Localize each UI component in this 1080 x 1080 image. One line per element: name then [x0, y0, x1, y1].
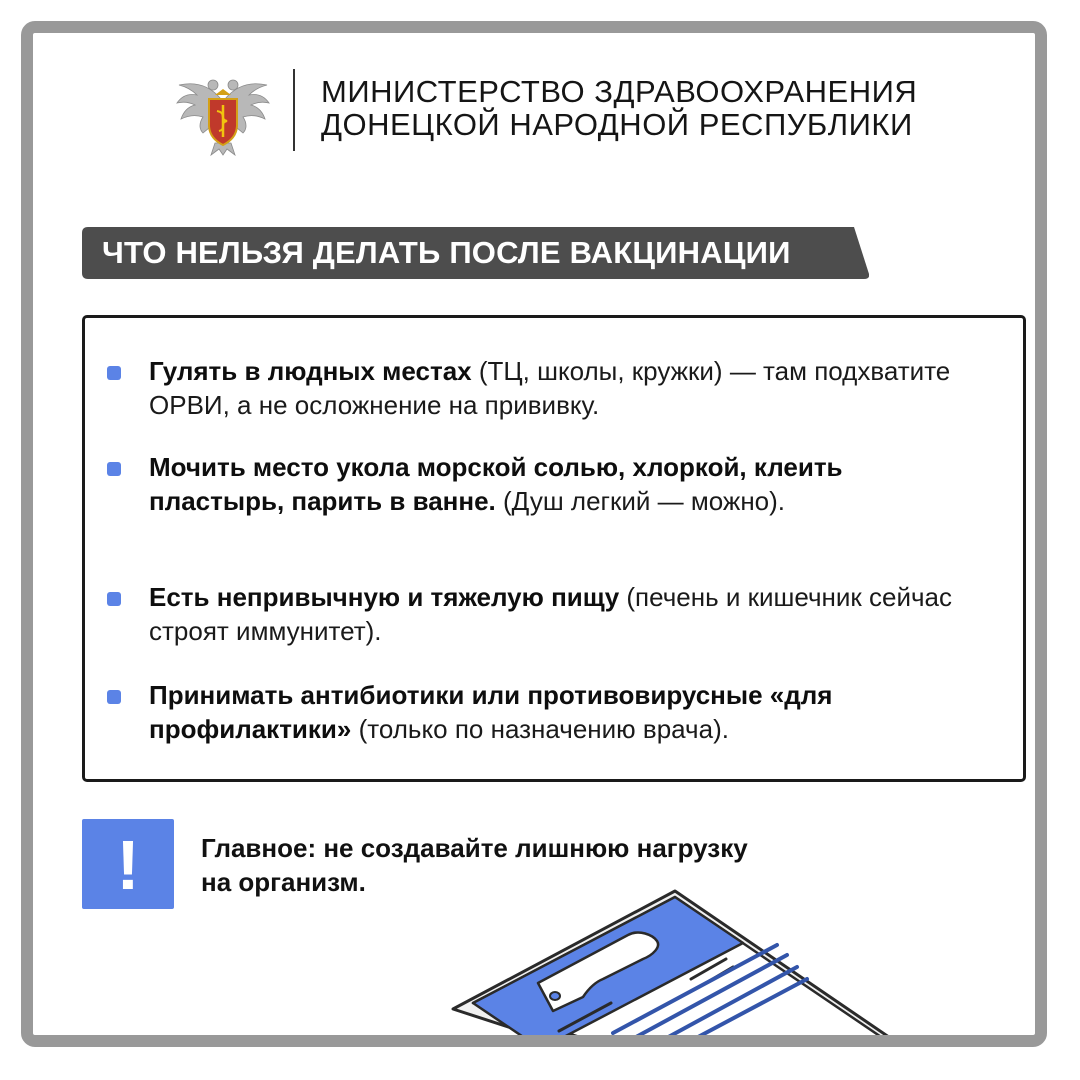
- list-item-text: (только по назначению врача).: [351, 714, 729, 744]
- ministry-name: [321, 75, 917, 141]
- list-item-text: (ТЦ, школы, кружки) — там подхватите ОРВИ, а не осложнение на прививку.: [149, 356, 951, 420]
- list-item-text: (Душ легкий — можно).: [495, 486, 786, 516]
- list-item: [149, 678, 979, 746]
- list-item-text: (печень и кишечник сейчас строят иммунитет).: [149, 582, 952, 646]
- header-divider: [293, 69, 295, 151]
- clipboard-illustration: [443, 883, 963, 1047]
- ministry-name-line-2: ДОНЕЦКОЙ НАРОДНОЙ РЕСПУБЛИКИ: [321, 107, 913, 142]
- list-item-bold: Гулять в людных местах: [149, 356, 472, 386]
- bullet-icon: [107, 592, 121, 606]
- bullet-icon: [107, 366, 121, 380]
- list-item: [149, 580, 979, 648]
- bullet-icon: [107, 462, 121, 476]
- poster-frame: [21, 21, 1047, 1047]
- list-item: [149, 450, 979, 518]
- list-item-bold: Есть непривычную и тяжелую пищу: [149, 582, 620, 612]
- ministry-name-line-1: МИНИСТЕРСТВО ЗДРАВООХРАНЕНИЯ: [321, 74, 918, 109]
- exclamation-symbol: !: [116, 826, 140, 904]
- donts-list: [82, 315, 1026, 782]
- bullet-icon: [107, 690, 121, 704]
- title-banner: [82, 227, 869, 279]
- list-item: [149, 354, 979, 422]
- coat-of-arms-eagle-icon: [175, 73, 271, 157]
- exclamation-icon: [82, 819, 174, 909]
- list-item-bold: Принимать антибиотики или противовирусные «для профилактики»: [149, 680, 833, 744]
- key-message-line-1: Главное: не создавайте лишнюю нагрузку: [201, 833, 748, 863]
- list-item-bold: Мочить место укола морской солью, хлоркой, клеить пластырь, парить в ванне.: [149, 452, 843, 516]
- page-title: ЧТО НЕЛЬЗЯ ДЕЛАТЬ ПОСЛЕ ВАКЦИНАЦИИ: [102, 235, 791, 270]
- key-message-line-2: на организм.: [201, 867, 366, 897]
